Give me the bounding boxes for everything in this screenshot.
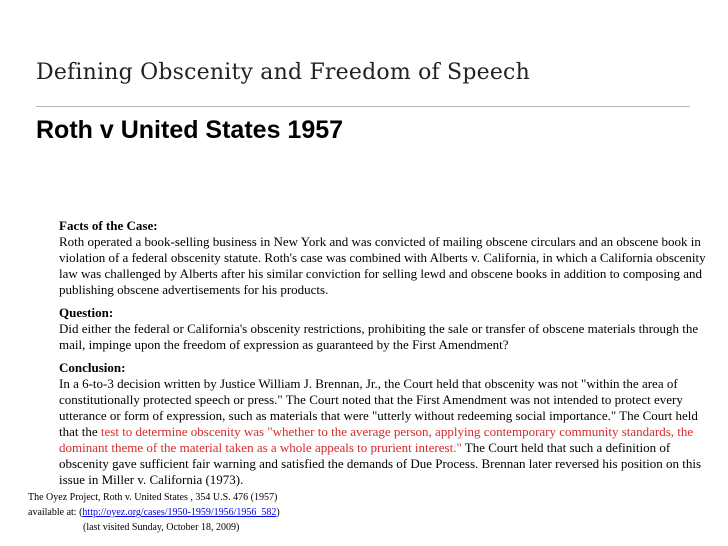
facts-section [59, 218, 711, 298]
source-availability [28, 505, 280, 520]
question-text: Did either the federal or California's obscenity restrictions, prohibiting the sale or transfer of obscene materials through the mail, impinge upon the freedom of expression as guaranteed by the First Amendment? [59, 321, 699, 352]
conclusion-text-before: In a 6-to-3 decision written by Justice William J. Brennan, Jr., the Court held that obscenity was not "within the area of constitutionally protected speech or press." The Court noted that the First Amendment was not intended to protect every utterance or form of expression, such as materials that were "utterly without redeeming social importance." The Court held that the [59, 376, 698, 439]
available-suffix: ) [276, 507, 280, 518]
slide-title: Defining Obscenity and Freedom of Speech [36, 60, 530, 85]
facts-label: Facts of the Case: [59, 218, 158, 233]
last-visited: (last visited Sunday, October 18, 2009) [83, 522, 240, 533]
conclusion-text-after: The Court held that such a definition of obscenity gave sufficient fair warning and satisfied the demands of Due Process. Brennan later reversed his position on this issue in Miller v. California (1973). [59, 440, 702, 487]
conclusion-section [59, 360, 711, 488]
source-citation-block [28, 490, 280, 535]
available-prefix: available at: ( [28, 507, 83, 518]
question-section [59, 305, 711, 353]
case-summary [59, 218, 711, 495]
source-link[interactable]: http://oyez.org/cases/1950-1959/1956/1956_582 [82, 507, 277, 518]
facts-text: Roth operated a book-selling business in New York and was convicted of mailing obscene circulars and an obscene book in violation of a federal obscenity statute. Roth's case was combined with Alberts v. California, in which a California obscenity law was challenged by Alberts after his similar conviction for selling lewd and obscene books in addition to composing and publishing obscene advertisements for his products. [59, 234, 706, 297]
conclusion-highlight: test to determine obscenity was "whether to the average person, applying contemporary community standards, the dominant theme of the material taken as a whole appeals to prurient interest." [59, 424, 694, 455]
title-divider [36, 106, 690, 107]
case-heading: Roth v United States 1957 [36, 116, 344, 144]
conclusion-label: Conclusion: [59, 360, 126, 375]
question-label: Question: [59, 305, 114, 320]
source-citation: The Oyez Project, Roth v. United States , 354 U.S. 476 (1957) [28, 492, 278, 503]
